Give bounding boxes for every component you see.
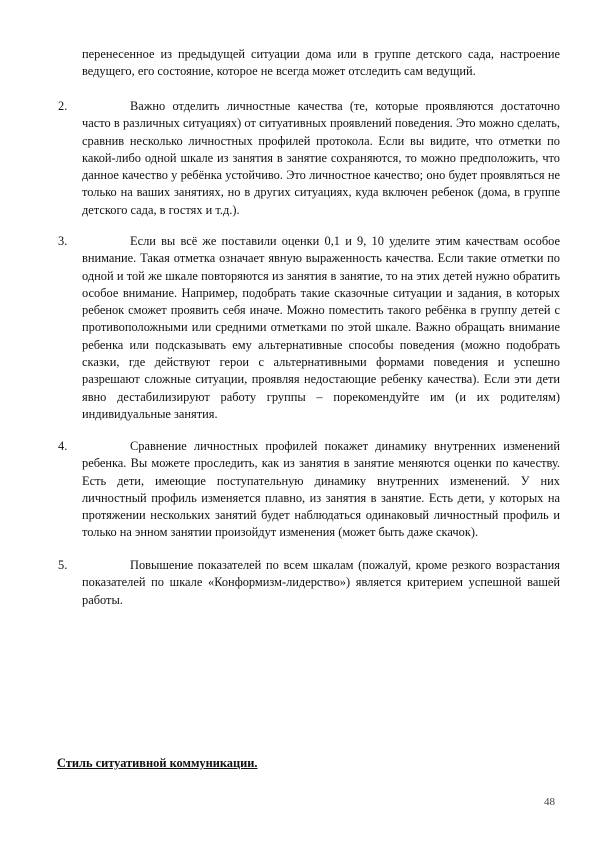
- list-item: [58, 557, 560, 609]
- list-item-number: 3.: [58, 234, 68, 248]
- list-item-text: Сравнение личностных профилей покажет динамику внутренних изменений ребенка. Вы можете проследить, как из занятия в занятие меняются оценки по качеству. Есть дети, имеющие поступательную динамику внутренних изменений. У них личностный профиль изменяется плавно, из занятия в занятие. Есть дети, у которых на протяжении нескольких занятий будет наблюдаться одинаковый личностный профиль и только на энном занятии произойдут изменения (может быть даже скачок).: [82, 439, 560, 540]
- list-item-number: 5.: [58, 558, 68, 572]
- page-number: 48: [544, 796, 555, 808]
- list-item-text: Если вы всё же поставили оценки 0,1 и 9, 10 уделите этим качествам особое внимание. Такая отметка означает явную выраженность качества. Если такие отметки по одной и той же шкале повторяются из занятия в занятие, то на этих детей нужно обратить особое внимание. Например, подобрать такие сказочные ситуации и задания, в которых ребенок сможет проявить себя иначе. Можно поместить такого ребёнка в группу детей с противоположными или средними отметками по этой шкале. Важно обращать внимание ребенка или подсказывать ему альтернативные способы поведения (можно подобрать сказки, где действуют герои с альтернативными формами поведения и успешно разрешают сложные ситуации, проявляя недостающие ребенку качества). Если эти дети явно дестабилизируют работу группы – порекомендуйте им (и их родителям) индивидуальные занятия.: [82, 234, 560, 421]
- continuation-paragraph: перенесенное из предыдущей ситуации дома или в группе детского сада, настроение ведущего, его состояние, которое не всегда может отследить сам ведущий.: [82, 47, 560, 79]
- list-item-number: 4.: [58, 439, 68, 453]
- list-item: [58, 98, 560, 219]
- list-item-text: Повышение показателей по всем шкалам (пожалуй, кроме резкого возрастания показателей по шкале «Конформизм-лидерство») является критерием успешной вашей работы.: [82, 558, 560, 607]
- list-item: [58, 438, 560, 542]
- list-item-number: 2.: [58, 99, 68, 113]
- list-item: [58, 233, 560, 423]
- section-heading: Стиль ситуативной коммуникации.: [57, 756, 258, 770]
- list-item-text: Важно отделить личностные качества (те, которые проявляются достаточно часто в различных ситуациях) от ситуативных проявлений поведения. Это можно сделать, сравнив несколько личностных профилей протокола. Если вы видите, что отметки по какой-либо одной шкале из занятия в занятие сохраняются, то можно предположить, что данное качество у ребёнка устойчиво. Это личностное качество; оно будет проявляться не только на ваших занятиях, но в других ситуациях, куда включен ребенок (дома, в группе детского сада, в гостях и т.д.).: [82, 99, 560, 217]
